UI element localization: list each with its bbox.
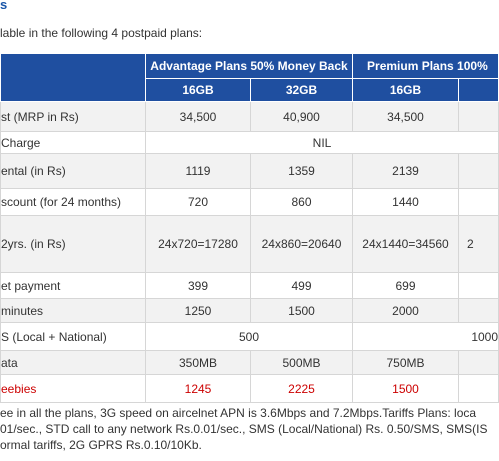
header-size-prem-16gb: 16GB: [353, 79, 459, 102]
table-cell: 1245: [146, 375, 251, 403]
table-cell: 720: [146, 189, 251, 216]
footnote-line: 01/sec., STD call to any network Rs.0.01/sec., SMS (Local/National) Rs. 0.50/SMS, SMS(IS: [0, 422, 488, 436]
table-row-security-charge: [1, 132, 499, 154]
table-cell: 2000: [353, 299, 459, 323]
table-row-freebies: [1, 375, 499, 403]
table-cell: 34,500: [353, 102, 459, 132]
header-size-prem-32gb: [459, 79, 499, 102]
table-cell: 860: [251, 189, 353, 216]
table-cell: [459, 375, 499, 403]
header-premium-plans: Premium Plans 100%: [353, 54, 499, 79]
table-cell: 1119: [146, 154, 251, 189]
row-label: eebies: [1, 375, 146, 403]
footnote: [0, 405, 488, 453]
table-cell: 1250: [146, 299, 251, 323]
table-row-minutes: [1, 299, 499, 323]
table-row-mrp: [1, 102, 499, 132]
table-row-sms: [1, 323, 499, 351]
row-label: st (MRP in Rs): [1, 102, 146, 132]
row-label: et payment: [1, 273, 146, 299]
table-cell: 24x720=17280: [146, 216, 251, 273]
table-cell: [459, 102, 499, 132]
table-cell: 1500: [251, 299, 353, 323]
table-cell: 2225: [251, 375, 353, 403]
row-label: S (Local + National): [1, 323, 146, 351]
table-row-net-payment: [1, 273, 499, 299]
table-cell: 24x860=20640: [251, 216, 353, 273]
table-cell: 500MB: [251, 351, 353, 375]
row-label: ata: [1, 351, 146, 375]
table-cell: 40,900: [251, 102, 353, 132]
footnote-line: ee in all the plans, 3G speed on aircelnet APN is 3.6Mbps and 7.2Mbps.Tariffs Plans: loca: [0, 406, 477, 420]
table-cell: 34,500: [146, 102, 251, 132]
table-cell: 1440: [353, 189, 459, 216]
table-cell: [459, 273, 499, 299]
table-cell: 1500: [353, 375, 459, 403]
table-row-rental: [1, 154, 499, 189]
table-cell: 1359: [251, 154, 353, 189]
table-row-discount: [1, 189, 499, 216]
table-cell: 2: [459, 216, 499, 273]
row-label: Charge: [1, 132, 146, 154]
row-label: 2yrs. (in Rs): [1, 216, 146, 273]
row-label: minutes: [1, 299, 146, 323]
table-cell: [459, 299, 499, 323]
table-cell: 399: [146, 273, 251, 299]
table-cell: [459, 351, 499, 375]
table-cell-merged-adv: 500: [146, 323, 353, 351]
table-cell: 750MB: [353, 351, 459, 375]
postpaid-plans-table: [0, 53, 499, 403]
row-label: scount (for 24 months): [1, 189, 146, 216]
table-cell: 350MB: [146, 351, 251, 375]
section-heading: s: [0, 0, 8, 12]
table-cell-merged: NIL: [146, 132, 499, 154]
table-cell: 2139: [353, 154, 459, 189]
table-cell: [459, 154, 499, 189]
table-row-total-2yrs: [1, 216, 499, 273]
header-advantage-plans: Advantage Plans 50% Money Back: [146, 54, 353, 79]
table-cell: [459, 189, 499, 216]
table-cell-merged-prem: 1000: [353, 323, 499, 351]
header-size-adv-16gb: 16GB: [146, 79, 251, 102]
table-cell: 699: [353, 273, 459, 299]
table-row-data: [1, 351, 499, 375]
header-blank-cell: [1, 54, 146, 102]
table-cell: 24x1440=34560: [353, 216, 459, 273]
row-label: ental (in Rs): [1, 154, 146, 189]
footnote-line: ormal tariffs, 2G GPRS Rs.0.10/10Kb.: [0, 438, 202, 452]
table-cell: 499: [251, 273, 353, 299]
intro-text: lable in the following 4 postpaid plans:: [0, 26, 203, 40]
header-size-adv-32gb: 32GB: [251, 79, 353, 102]
